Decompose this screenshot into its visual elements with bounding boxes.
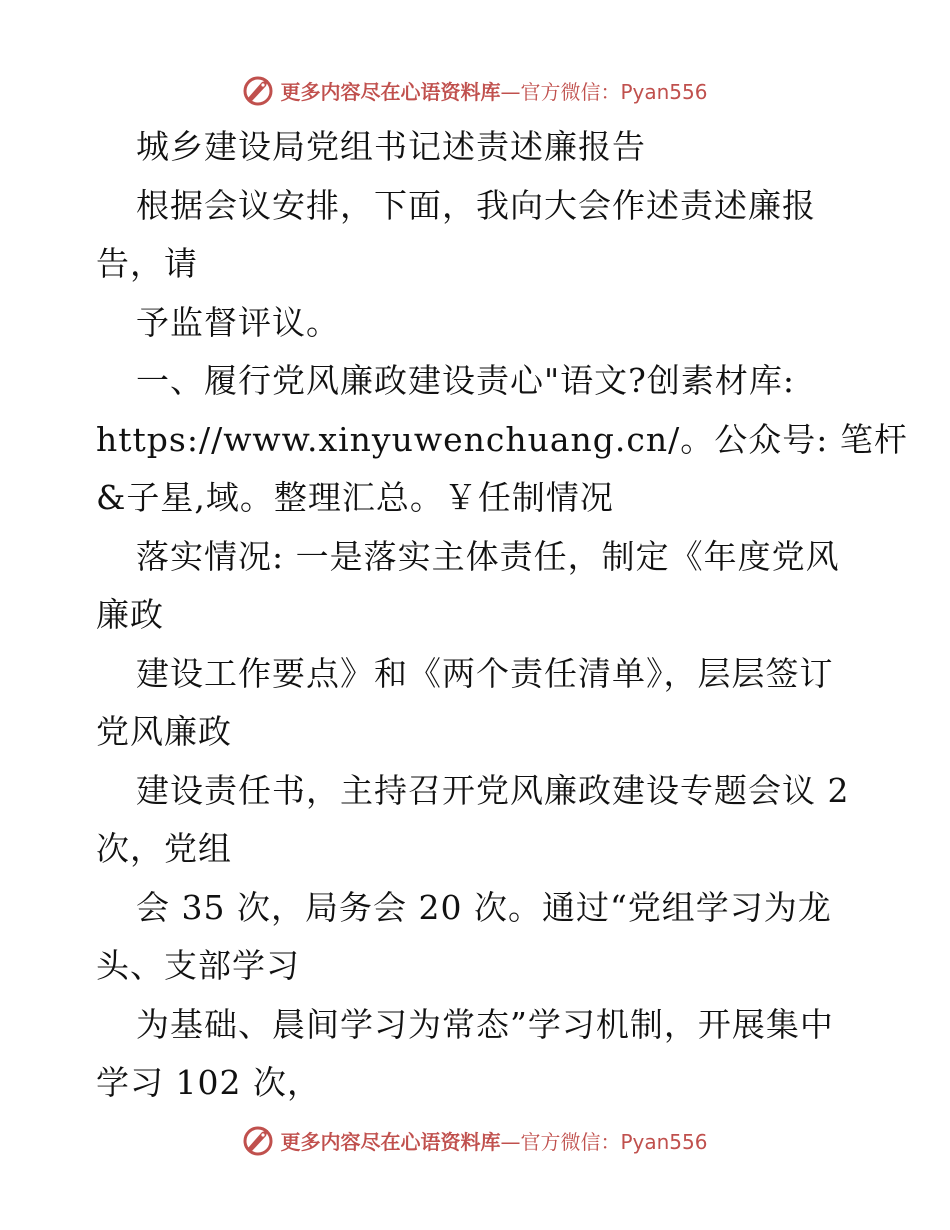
header-banner-title: 更多内容尽在心语资料库 (280, 79, 501, 104)
document-line: 予监督评议。 (136, 302, 340, 342)
document-line: https://www.xinyuwenchuang.cn/。公众号: 笔杆 (96, 419, 908, 459)
footer-banner[interactable] (0, 1122, 950, 1158)
header-banner[interactable] (0, 72, 950, 108)
footer-banner-text (280, 1126, 707, 1155)
document-line: 会 35 次，局务会 20 次。通过“党组学习为龙 (136, 887, 832, 927)
document-line: 次，党组 (96, 829, 232, 868)
document-line: &子星,域。整理汇总。￥任制情况 (96, 478, 614, 517)
header-banner-wechat: 官方微信：Pyan556 (520, 79, 708, 104)
document-line: 为基础、晨间学习为常态”学习机制，开展集中 (136, 1004, 834, 1044)
document-body (96, 118, 908, 1113)
document-line: 城乡建设局党组书记述责述廉报告 (136, 127, 646, 166)
document-line: 头、支部学习 (96, 946, 300, 985)
document-line: 学习 102 次， (96, 1063, 321, 1102)
footer-banner-wechat: 官方微信：Pyan556 (520, 1129, 708, 1154)
document-line: 廉政 (96, 595, 164, 634)
document-line: 建设工作要点》和《两个责任清单》，层层签订 (136, 653, 834, 693)
footer-banner-title: 更多内容尽在心语资料库 (280, 1129, 501, 1154)
header-banner-separator: — (500, 79, 521, 104)
pen-nib-logo-icon (242, 1124, 274, 1156)
document-line: 根据会议安排，下面，我向大会作述责述廉报 (136, 185, 816, 225)
header-banner-text (280, 76, 707, 105)
pen-nib-logo-icon (242, 74, 274, 106)
document-line: 一、履行党风廉政建设责心"语文?创素材库: (136, 361, 795, 400)
document-line: 建设责任书，主持召开党风廉政建设专题会议 2 (136, 770, 850, 810)
document-line: 告，请 (96, 244, 198, 283)
footer-banner-separator: — (500, 1129, 521, 1154)
document-line: 落实情况: 一是落实主体责任，制定《年度党风 (136, 536, 840, 576)
document-line: 党风廉政 (96, 712, 232, 751)
